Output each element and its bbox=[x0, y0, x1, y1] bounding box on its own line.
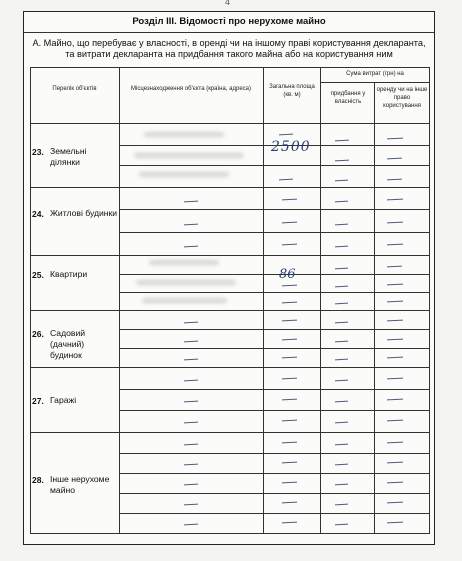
empty-mark bbox=[387, 378, 403, 380]
sub-row-line bbox=[119, 232, 430, 233]
row-number: 25. bbox=[32, 270, 44, 280]
redacted-address bbox=[136, 280, 236, 285]
header-expenses: Сума витрат (грн) на bbox=[346, 71, 404, 77]
empty-mark bbox=[282, 302, 297, 304]
row-label-garden-house: Садовий (дачний) будинок bbox=[50, 328, 86, 360]
page-number: 4 bbox=[225, 0, 231, 7]
header-acquisition: придбання у власність bbox=[330, 91, 366, 105]
declaration-form-section bbox=[23, 11, 435, 545]
empty-mark bbox=[387, 522, 403, 524]
column-divider bbox=[374, 82, 375, 533]
section-title: Розділ ІІІ. Відомості про нерухоме майно bbox=[24, 12, 434, 33]
empty-mark bbox=[184, 464, 198, 466]
empty-mark bbox=[387, 482, 403, 484]
empty-mark bbox=[282, 482, 297, 484]
empty-mark bbox=[184, 422, 198, 424]
empty-mark bbox=[335, 524, 348, 526]
header-area: Загальна площа (кв. м) bbox=[269, 84, 315, 98]
empty-mark bbox=[282, 420, 297, 422]
empty-mark bbox=[282, 222, 297, 224]
empty-mark bbox=[184, 246, 198, 248]
sub-row-line bbox=[119, 410, 430, 411]
empty-mark bbox=[335, 286, 348, 288]
empty-mark bbox=[184, 359, 198, 361]
sub-row-line bbox=[119, 513, 430, 514]
empty-mark bbox=[387, 462, 403, 464]
row-label-houses: Житлові будинки bbox=[50, 208, 118, 218]
redacted-address bbox=[134, 153, 244, 158]
empty-mark bbox=[335, 246, 348, 248]
sub-row-line bbox=[119, 209, 430, 210]
empty-mark bbox=[335, 484, 348, 486]
row-number: 24. bbox=[32, 209, 44, 219]
subtitle-line-1: А. Майно, що перебуває у власності, в оренді чи на іншому праві користування декларанта, bbox=[32, 38, 426, 48]
empty-mark bbox=[184, 224, 198, 226]
empty-mark bbox=[184, 341, 198, 343]
empty-mark bbox=[387, 199, 403, 201]
empty-mark bbox=[387, 399, 403, 401]
redacted-address bbox=[149, 260, 219, 265]
empty-mark bbox=[184, 401, 198, 403]
empty-mark bbox=[282, 442, 297, 444]
row-number: 27. bbox=[32, 396, 44, 406]
empty-mark bbox=[184, 380, 198, 382]
land-area-value: 2500 bbox=[271, 139, 311, 155]
empty-mark bbox=[282, 522, 297, 524]
empty-mark bbox=[335, 303, 348, 305]
empty-mark bbox=[184, 484, 198, 486]
empty-mark bbox=[279, 134, 293, 136]
empty-mark bbox=[387, 284, 403, 286]
empty-mark bbox=[335, 401, 348, 403]
empty-mark bbox=[335, 268, 348, 270]
empty-mark bbox=[282, 357, 297, 359]
empty-mark bbox=[335, 464, 348, 466]
empty-mark bbox=[184, 444, 198, 446]
empty-mark bbox=[184, 524, 198, 526]
empty-mark bbox=[387, 179, 402, 181]
row-separator bbox=[30, 432, 430, 433]
sub-row-line bbox=[119, 473, 430, 474]
empty-mark bbox=[279, 179, 293, 181]
empty-mark bbox=[335, 160, 349, 162]
empty-mark bbox=[335, 201, 348, 203]
empty-mark bbox=[387, 222, 403, 224]
row-number: 23. bbox=[32, 147, 44, 157]
empty-mark bbox=[335, 322, 348, 324]
row-label-land: Земельні ділянки bbox=[50, 146, 87, 167]
empty-mark bbox=[335, 359, 348, 361]
empty-mark bbox=[387, 301, 403, 303]
empty-mark bbox=[184, 504, 198, 506]
empty-mark bbox=[184, 201, 198, 203]
empty-mark bbox=[387, 357, 403, 359]
row-label-apartments: Квартири bbox=[50, 269, 88, 279]
empty-mark bbox=[387, 158, 402, 160]
sub-row-line bbox=[119, 292, 430, 293]
empty-mark bbox=[282, 339, 297, 341]
redacted-address bbox=[142, 298, 227, 303]
empty-mark bbox=[387, 339, 403, 341]
expenses-header-divider bbox=[320, 82, 430, 83]
empty-mark bbox=[282, 462, 297, 464]
empty-mark bbox=[387, 266, 402, 268]
empty-mark bbox=[387, 244, 403, 246]
empty-mark bbox=[387, 420, 403, 422]
row-label-other-property: Інше нерухоме майно bbox=[50, 474, 110, 495]
row-separator bbox=[30, 187, 430, 188]
header-location: Місцезнаходження об'єкта (країна, адреса) bbox=[131, 86, 251, 92]
empty-mark bbox=[387, 138, 403, 140]
sub-row-line bbox=[119, 165, 430, 166]
column-divider bbox=[263, 67, 264, 533]
empty-mark bbox=[282, 285, 297, 287]
column-divider bbox=[119, 67, 120, 533]
column-divider bbox=[320, 67, 321, 533]
empty-mark bbox=[282, 320, 297, 322]
row-label-garages: Гаражі bbox=[50, 395, 77, 405]
row-separator bbox=[30, 255, 430, 256]
empty-mark bbox=[387, 320, 403, 322]
row-number: 28. bbox=[32, 475, 44, 485]
table-bottom-border bbox=[30, 533, 430, 534]
empty-mark bbox=[282, 502, 297, 504]
sub-row-line bbox=[119, 348, 430, 349]
sub-row-line bbox=[119, 389, 430, 390]
sub-row-line bbox=[119, 453, 430, 454]
sub-row-line bbox=[119, 329, 430, 330]
empty-mark bbox=[335, 224, 348, 226]
empty-mark bbox=[335, 180, 348, 182]
table-left-border bbox=[30, 67, 31, 533]
apartment-area-value: 86 bbox=[279, 267, 296, 282]
redacted-address bbox=[144, 132, 224, 137]
empty-mark bbox=[335, 444, 348, 446]
subtitle-line-2: та витрати декларанта на придбання такого майна або на користування ним bbox=[65, 49, 393, 59]
empty-mark bbox=[184, 322, 198, 324]
row-separator bbox=[30, 310, 430, 311]
row-separator bbox=[30, 367, 430, 368]
table-right-border bbox=[429, 67, 430, 533]
header-rent: оренду чи на інше право користування bbox=[376, 87, 428, 109]
section-subtitle bbox=[30, 38, 428, 60]
sub-row-line bbox=[119, 274, 430, 275]
row-number: 26. bbox=[32, 329, 44, 339]
empty-mark bbox=[282, 244, 297, 246]
redacted-address bbox=[139, 172, 229, 177]
header-bottom-border bbox=[30, 123, 430, 124]
empty-mark bbox=[387, 502, 403, 504]
empty-mark bbox=[335, 380, 348, 382]
empty-mark bbox=[335, 504, 348, 506]
empty-mark bbox=[335, 422, 348, 424]
empty-mark bbox=[282, 378, 297, 380]
empty-mark bbox=[282, 399, 297, 401]
empty-mark bbox=[387, 442, 403, 444]
header-object-list: Перелік об'єктів bbox=[52, 86, 97, 92]
empty-mark bbox=[335, 341, 348, 343]
empty-mark bbox=[335, 140, 349, 142]
empty-mark bbox=[282, 199, 297, 201]
sub-row-line bbox=[119, 493, 430, 494]
table-top-border bbox=[30, 67, 430, 68]
